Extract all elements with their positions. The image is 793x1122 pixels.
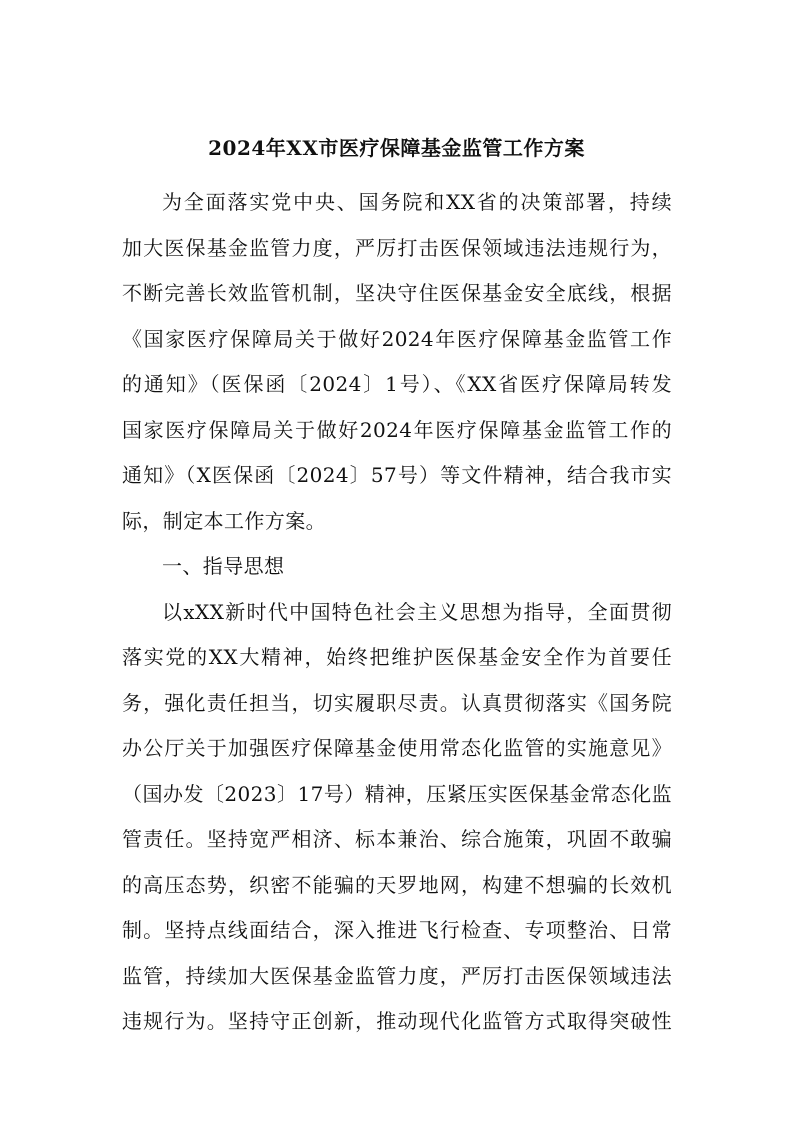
paragraph-line: 务，强化责任担当，切实履职尽责。认真贯彻落实《国务院 bbox=[122, 690, 672, 715]
document-body bbox=[122, 180, 672, 1045]
paragraph-line: 加大医保基金监管力度，严厉打击医保领域违法违规行为， bbox=[122, 235, 672, 260]
paragraph-line: 制。坚持点线面结合，深入推进飞行检查、专项整治、日常 bbox=[122, 918, 672, 942]
section-heading: 一、指导思想 bbox=[162, 554, 285, 578]
paragraph-line: 为全面落实党中央、国务院和XX省的决策部署，持续 bbox=[162, 190, 672, 214]
paragraph-line: 的高压态势，织密不能骗的天罗地网，构建不想骗的长效机 bbox=[122, 872, 672, 897]
paragraph-line: 管责任。坚持宽严相济、标本兼治、综合施策，巩固不敢骗 bbox=[122, 827, 672, 851]
paragraph-line: 违规行为。坚持守正创新，推动现代化监管方式取得突破性 bbox=[122, 1009, 672, 1033]
paragraph-line: （国办发〔2023〕17号）精神，压紧压实医保基金常态化监 bbox=[122, 781, 672, 806]
paragraph-line: 监管，持续加大医保基金监管力度，严厉打击医保领域违法 bbox=[122, 963, 672, 988]
paragraph-line: 以xXX新时代中国特色社会主义思想为指导，全面贯彻 bbox=[162, 599, 672, 624]
paragraph-line: 《国家医疗保障局关于做好2024年医疗保障基金监管工作 bbox=[122, 326, 672, 351]
document-title: 2024年XX市医疗保障基金监管工作方案 bbox=[208, 136, 585, 160]
paragraph-line: 不断完善长效监管机制，坚决守住医保基金安全底线，根据 bbox=[122, 281, 672, 305]
paragraph-line: 通知》（X医保函〔2024〕57号）等文件精神，结合我市实 bbox=[122, 463, 672, 487]
paragraph-line: 的通知》（医保函〔2024〕1号）、《XX省医疗保障局转发 bbox=[122, 372, 672, 396]
paragraph-line: 办公厅关于加强医疗保障基金使用常态化监管的实施意见》 bbox=[122, 736, 672, 760]
paragraph-line: 际，制定本工作方案。 bbox=[122, 508, 326, 533]
paragraph-line: 国家医疗保障局关于做好2024年医疗保障基金监管工作的 bbox=[122, 417, 672, 442]
paragraph-line: 落实党的XX大精神，始终把维护医保基金安全作为首要任 bbox=[122, 645, 672, 669]
